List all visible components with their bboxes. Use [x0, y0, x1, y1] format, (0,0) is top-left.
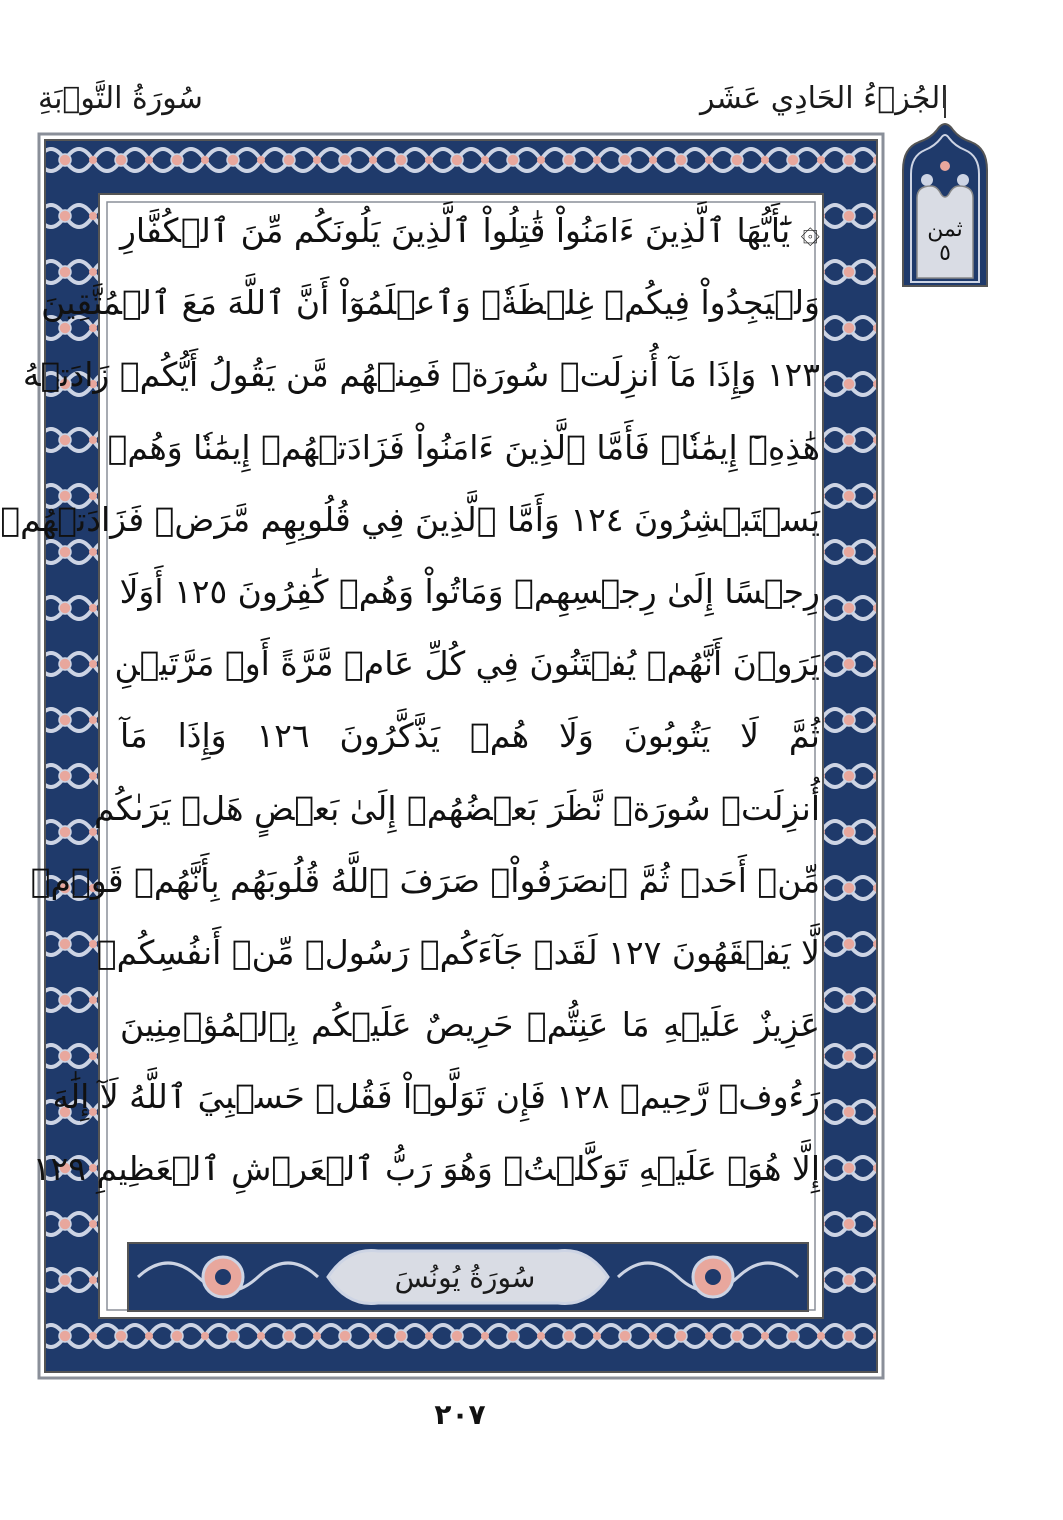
verse-line: يَسۡتَبۡشِرُونَ ١٢٤ وَأَمَّا ٱلَّذِينَ فِي قُلُوبِهِم مَّرَضٞ فَزَادَتۡهُمۡ — [0, 499, 820, 539]
verse-line: ١٢٣ وَإِذَا مَآ أُنزِلَتۡ سُورَةٞ فَمِنۡهُم مَّن يَقُولُ أَيُّكُمۡ زَادَتۡهُ — [22, 355, 820, 395]
verse-line: إِلَّا هُوَۖ عَلَيۡهِ تَوَكَّلۡتُۖ وَهُوَ رَبُّ ٱلۡعَرۡشِ ٱلۡعَظِيمِ ١٢٩ — [32, 1149, 820, 1189]
verse-line: رَءُوفٞ رَّحِيمٞ ١٢٨ فَإِن تَوَلَّوۡاْ فَقُلۡ حَسۡبِيَ ٱللَّهُ لَآ إِلَٰهَ — [52, 1077, 820, 1117]
page-number: ٢٠٧ — [434, 1398, 486, 1431]
verse-text-block — [0, 195, 820, 1206]
verse-line: هَٰذِهِۦٓ إِيمَٰنٗاۚ فَأَمَّا ٱلَّذِينَ ءَامَنُواْ فَزَادَتۡهُمۡ إِيمَٰنٗا وَهُمۡ — [107, 427, 820, 467]
verse-line: وَلۡيَجِدُواْ فِيكُمۡ غِلۡظَةٗۚ وَٱعۡلَمُوٓاْ أَنَّ ٱللَّهَ مَعَ ٱلۡمُتَّقِينَ — [41, 283, 820, 323]
verse-line: أُنزِلَتۡ سُورَةٞ نَّظَرَ بَعۡضُهُمۡ إِلَىٰ بَعۡضٍ هَلۡ يَرَىٰكُم — [94, 788, 820, 828]
verse-line: لَّا يَفۡقَهُونَ ١٢٧ لَقَدۡ جَآءَكُمۡ رَسُولٞ مِّنۡ أَنفُسِكُمۡ — [96, 932, 820, 972]
hizb-number: ٥ — [939, 241, 951, 266]
hizb-label-text: ثمن — [927, 217, 963, 242]
juz-name-header: الجُزۡءُ الحَادِي عَشَر — [700, 81, 949, 116]
surah-name-header: سُورَةُ التَّوۡبَةِ — [38, 81, 203, 116]
verse-line: رِجۡسًا إِلَىٰ رِجۡسِهِمۡ وَمَاتُواْ وَهُمۡ كَٰفِرُونَ ١٢٥ أَوَلَا — [119, 571, 820, 611]
verse-line: مِّنۡ أَحَدٖ ثُمَّ ٱنصَرَفُواْۚ صَرَفَ ٱللَّهُ قُلُوبَهُم بِأَنَّهُمۡ قَوۡمٞ — [30, 860, 820, 900]
verse-line: ۞ يَٰٓأَيُّهَا ٱلَّذِينَ ءَامَنُواْ قَٰتِلُواْ ٱلَّذِينَ يَلُونَكُم مِّنَ ٱلۡكُفَّارِ — [120, 211, 820, 250]
surah-title: سُورَةُ يُونُسَ — [394, 1261, 536, 1294]
verse-line: يَرَوۡنَ أَنَّهُمۡ يُفۡتَنُونَ فِي كُلِّ عَامٖ مَّرَّةً أَوۡ مَرَّتَيۡنِ — [114, 644, 820, 684]
hizb-label — [912, 218, 978, 266]
verse-line: ثُمَّ لَا يَتُوبُونَ وَلَا هُمۡ يَذَّكَّرُونَ ١٢٦ وَإِذَا مَآ — [120, 716, 820, 756]
verse-line: عَزِيزٌ عَلَيۡهِ مَا عَنِتُّمۡ حَرِيصٌ عَلَيۡكُم بِٱلۡمُؤۡمِنِينَ — [120, 1005, 820, 1045]
